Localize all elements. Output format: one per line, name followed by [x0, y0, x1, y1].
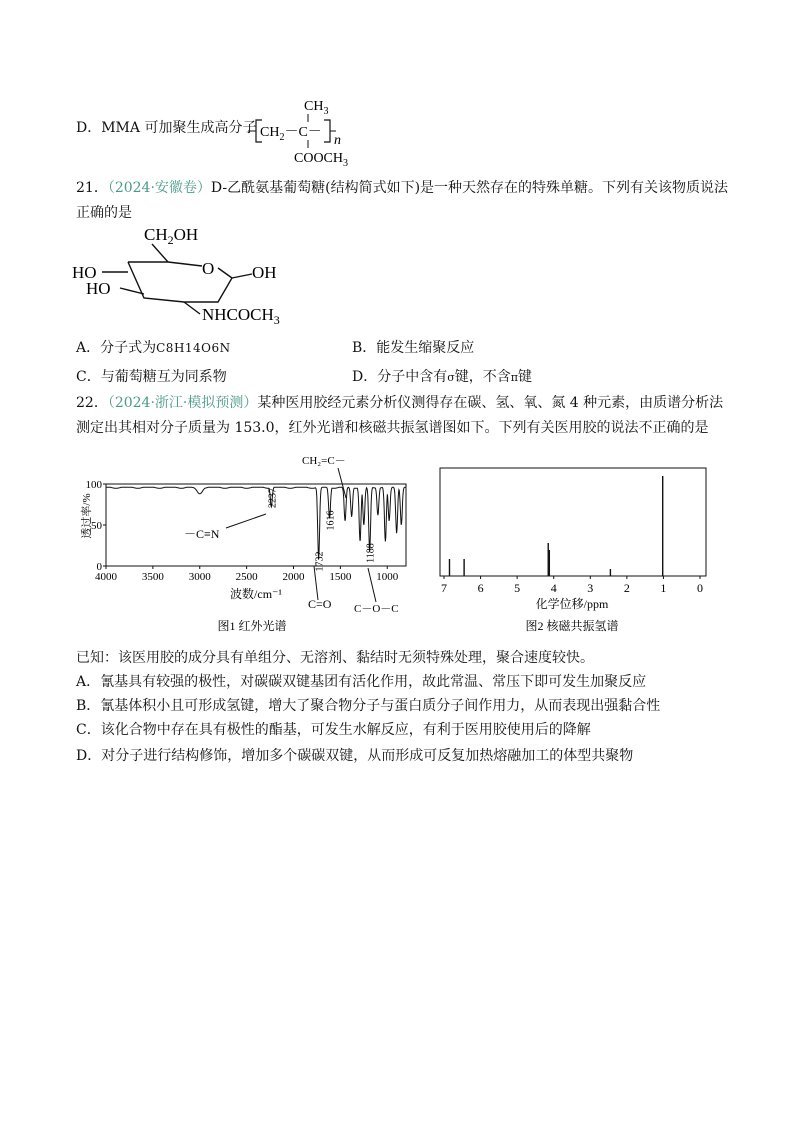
svg-text:HO: HO [72, 263, 97, 282]
vinyl-label: CH₂=C－ [302, 455, 346, 467]
nmr-x-tick-label: 7 [441, 581, 447, 595]
nmr-chart-title: 图2 核磁共振氢谱 [525, 619, 619, 633]
q22-known: 已知：该医用胶的成分具有单组分、无溶剂、黏结时无须特殊处理，聚合速度较快。 [76, 650, 594, 666]
ir-x-tick-label: 2500 [235, 571, 258, 583]
svg-text:COOCH3: $COOCH_3$ [294, 151, 349, 169]
q22-option-c: C．该化合物中存在具有极性的酯基，可发生水解反应，有利于医用胶使用后的降解 [76, 722, 591, 738]
svg-text:O: O [202, 259, 215, 278]
q20-option-d: D．MMA 可加聚生成高分子 [76, 120, 257, 136]
molecular-formula: C8H14O6N [156, 341, 231, 355]
ir-x-tick-label: 1000 [376, 571, 399, 583]
ir-y-tick-label: 0 [96, 561, 102, 573]
ir-x-tick-label: 3000 [188, 571, 211, 583]
svg-text:HO: HO [86, 279, 111, 298]
ir-y-tick-label: 100 [85, 479, 102, 491]
nmr-x-tick-label: 1 [660, 581, 667, 595]
vinyl-arrow [338, 468, 346, 498]
carbonyl-label: C=O [308, 597, 332, 611]
ir-peak-label: 1188 [365, 543, 377, 563]
ir-spectrum-chart [76, 448, 426, 640]
nmr-x-tick-label: 4 [550, 581, 557, 595]
nmr-x-tick-label: 2 [623, 581, 630, 595]
q21-stem-line-1: 21．（2024·安徽卷）D-乙酰氨基葡萄糖(结构简式如下)是一种天然存在的特殊单糖。下列有关该物质说法 [76, 180, 729, 196]
ir-y-tick-label: 50 [91, 520, 102, 532]
ir-x-tick-label: 1500 [329, 571, 352, 583]
svg-text:NHCOCH3: $NHCOCH_3$ [202, 305, 280, 327]
ir-x-tick-label: 4000 [95, 571, 117, 583]
q22-option-b: B．氰基体积小且可形成氢键，增大了聚合物分子与蛋白质分子间作用力，从而表现出强黏合性 [76, 698, 661, 714]
q22-stem-line-1: 22．（2024·浙江·模拟预测）某种医用胶经元素分析仪测得存在碳、氢、氧、氮 4 种元素，由质谱分析法 [76, 395, 724, 411]
ir-peak-label: 2237 [267, 488, 279, 508]
ether-label: C－O－C [354, 603, 399, 615]
svg-text:n: n [334, 133, 341, 148]
nmr-x-tick-label: 5 [514, 581, 521, 595]
polymer-structure [244, 92, 384, 172]
q21-source-tag: （2024·安徽卷） [107, 180, 211, 196]
q22-option-a: A．氰基具有较强的极性，对碳碳双键基团有活化作用，故此常温、常压下即可发生加聚反应 [76, 674, 647, 690]
nmr-x-axis-label: 化学位移/ppm [535, 597, 609, 611]
q21-option-d: D．分子中含有σ键，不含π键 [352, 369, 532, 385]
ether-arrow [368, 568, 376, 602]
nmr-x-tick-label: 6 [477, 581, 484, 595]
nmr-x-tick-label: 3 [587, 581, 594, 595]
ir-y-axis-label: 透过率/% [81, 493, 93, 539]
ir-spectrum-line [106, 487, 406, 559]
q21-stem-line-2: 正确的是 [76, 205, 132, 221]
ir-chart-title: 图1 红外光谱 [217, 619, 287, 633]
nmr-x-tick-label: 0 [697, 581, 703, 595]
svg-text:CH3: $CH_3$ [304, 99, 329, 117]
q22-source-tag: （2024·浙江·模拟预测） [107, 395, 258, 411]
svg-text:CH2－C－: $CH_2-C-$ [260, 125, 322, 143]
ir-peak-label: 1616 [325, 510, 337, 531]
cyano-group-label: －C≡N [184, 527, 220, 541]
cyano-arrow [226, 514, 266, 528]
ir-x-tick-label: 2000 [282, 571, 305, 583]
q22-option-d: D．对分子进行结构修饰，增加多个碳碳双键，从而形成可反复加热熔融加工的体型共聚物 [76, 748, 634, 764]
ir-x-axis-label: 波数/cm⁻¹ [230, 587, 282, 601]
q21-option-c: C．与葡萄糖互为同系物 [76, 369, 227, 385]
glucosamine-structure [72, 222, 312, 332]
svg-text:CH2OH: $CH_2OH$ [144, 225, 199, 247]
q22-stem-line-2: 测定出其相对分子质量为 153.0，红外光谱和核磁共振氢谱图如下。下列有关医用胶的说法不正确的是 [76, 420, 709, 436]
q21-option-a: A．分子式为C8H14O6N [76, 340, 231, 356]
q21-option-b: B．能发生缩聚反应 [352, 340, 475, 356]
svg-text:OH: OH [252, 263, 277, 282]
nmr-spectrum-chart [432, 466, 716, 640]
ir-x-tick-label: 3500 [141, 571, 164, 583]
ir-peak-label: 1732 [314, 551, 326, 572]
